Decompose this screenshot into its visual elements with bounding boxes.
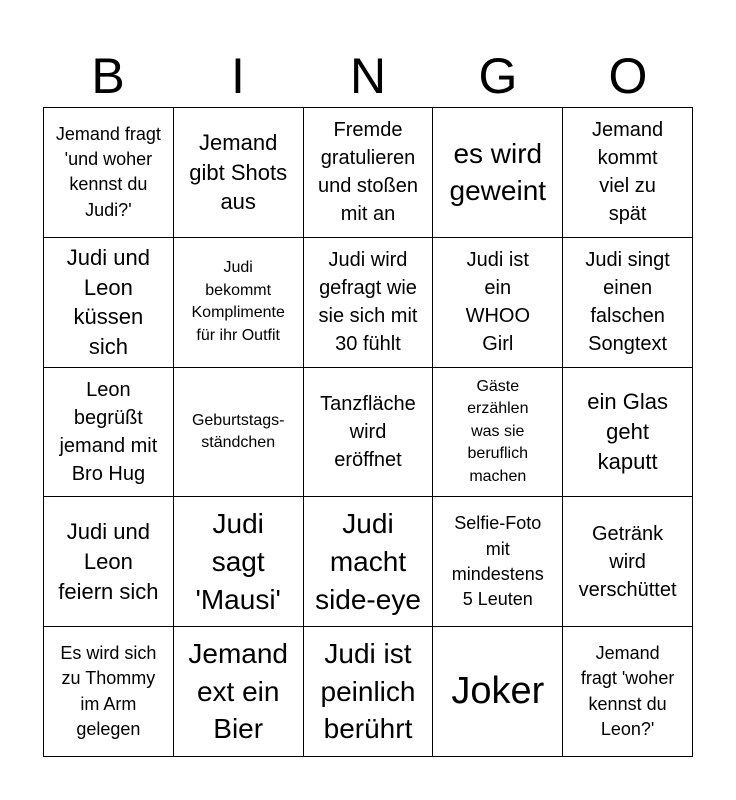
bingo-cell[interactable] (174, 238, 304, 368)
bingo-cell[interactable] (433, 368, 563, 498)
bingo-cell[interactable] (563, 238, 693, 368)
cell-text: Fremde gratulieren und stoßen mit an (317, 119, 419, 226)
bingo-cell[interactable] (304, 108, 434, 238)
bingo-free-space[interactable] (433, 627, 563, 757)
cell-text: Getränk wird verschüttet (578, 522, 677, 601)
cell-text: Judi singt einen falschen Songtext (585, 249, 670, 356)
cell-text: Leon begrüßt jemand mit Bro Hug (59, 378, 158, 485)
bingo-cell[interactable] (174, 627, 304, 757)
bingo-cell[interactable] (433, 108, 563, 238)
bingo-cell[interactable] (44, 108, 174, 238)
cell-text: Judi und Leon feiern sich (58, 519, 159, 604)
header-letter-o: O (608, 48, 648, 104)
bingo-cell[interactable] (563, 497, 693, 627)
header-letter-n: N (349, 48, 387, 104)
bingo-cell[interactable] (44, 238, 174, 368)
bingo-cell[interactable] (304, 368, 434, 498)
bingo-cell[interactable] (563, 108, 693, 238)
cell-text: Judi ist peinlich berührt (320, 637, 416, 745)
bingo-board (43, 107, 693, 757)
cell-text: Jemand gibt Shots aus (189, 129, 288, 215)
header-letter-b: B (91, 48, 125, 104)
bingo-cell[interactable] (174, 497, 304, 627)
cell-text: Judi wird gefragt wie sie sich mit 30 fühlt (318, 249, 418, 356)
bingo-cell[interactable] (433, 497, 563, 627)
cell-text: Tanzfläche wird eröffnet (320, 392, 416, 471)
bingo-cell[interactable] (563, 627, 693, 757)
cell-text: Judi macht side-eye (315, 508, 421, 615)
cell-text: Jemand ext ein Bier (188, 637, 288, 745)
cell-text: Geburtstags- ständchen (191, 411, 285, 451)
bingo-cell[interactable] (174, 368, 304, 498)
cell-text: Judi und Leon küssen sich (66, 244, 150, 359)
cell-text: Selfie-Foto mit mindestens 5 Leuten (451, 513, 544, 609)
cell-text: Judi sagt 'Mausi' (195, 508, 281, 615)
cell-text: Judi ist ein WHOO Girl (465, 249, 530, 356)
cell-text: es wird geweint (449, 137, 547, 207)
cell-text: Jemand fragt 'woher kennst du Leon?' (580, 643, 675, 739)
cell-text: Es wird sich zu Thommy im Arm gelegen (60, 643, 157, 739)
bingo-cell[interactable] (433, 238, 563, 368)
cell-text: Jemand kommt viel zu spät (592, 119, 664, 226)
bingo-cell[interactable] (563, 368, 693, 498)
bingo-header (43, 46, 693, 106)
bingo-cell[interactable] (44, 368, 174, 498)
cell-text: Gäste erzählen was sie beruflich machen (467, 378, 529, 485)
bingo-cell[interactable] (174, 108, 304, 238)
header-letter-g: G (478, 48, 518, 104)
cell-text: Judi bekommt Komplimente für ihr Outfit (191, 259, 285, 344)
cell-text: ein Glas geht kaputt (587, 389, 668, 474)
bingo-cell[interactable] (44, 497, 174, 627)
bingo-cell[interactable] (304, 238, 434, 368)
bingo-cell[interactable] (44, 627, 174, 757)
cell-text: Joker (451, 669, 545, 712)
header-letter-i: I (231, 48, 245, 104)
bingo-cell[interactable] (304, 497, 434, 627)
bingo-cell[interactable] (304, 627, 434, 757)
cell-text: Jemand fragt 'und woher kennst du Judi?' (55, 124, 161, 220)
